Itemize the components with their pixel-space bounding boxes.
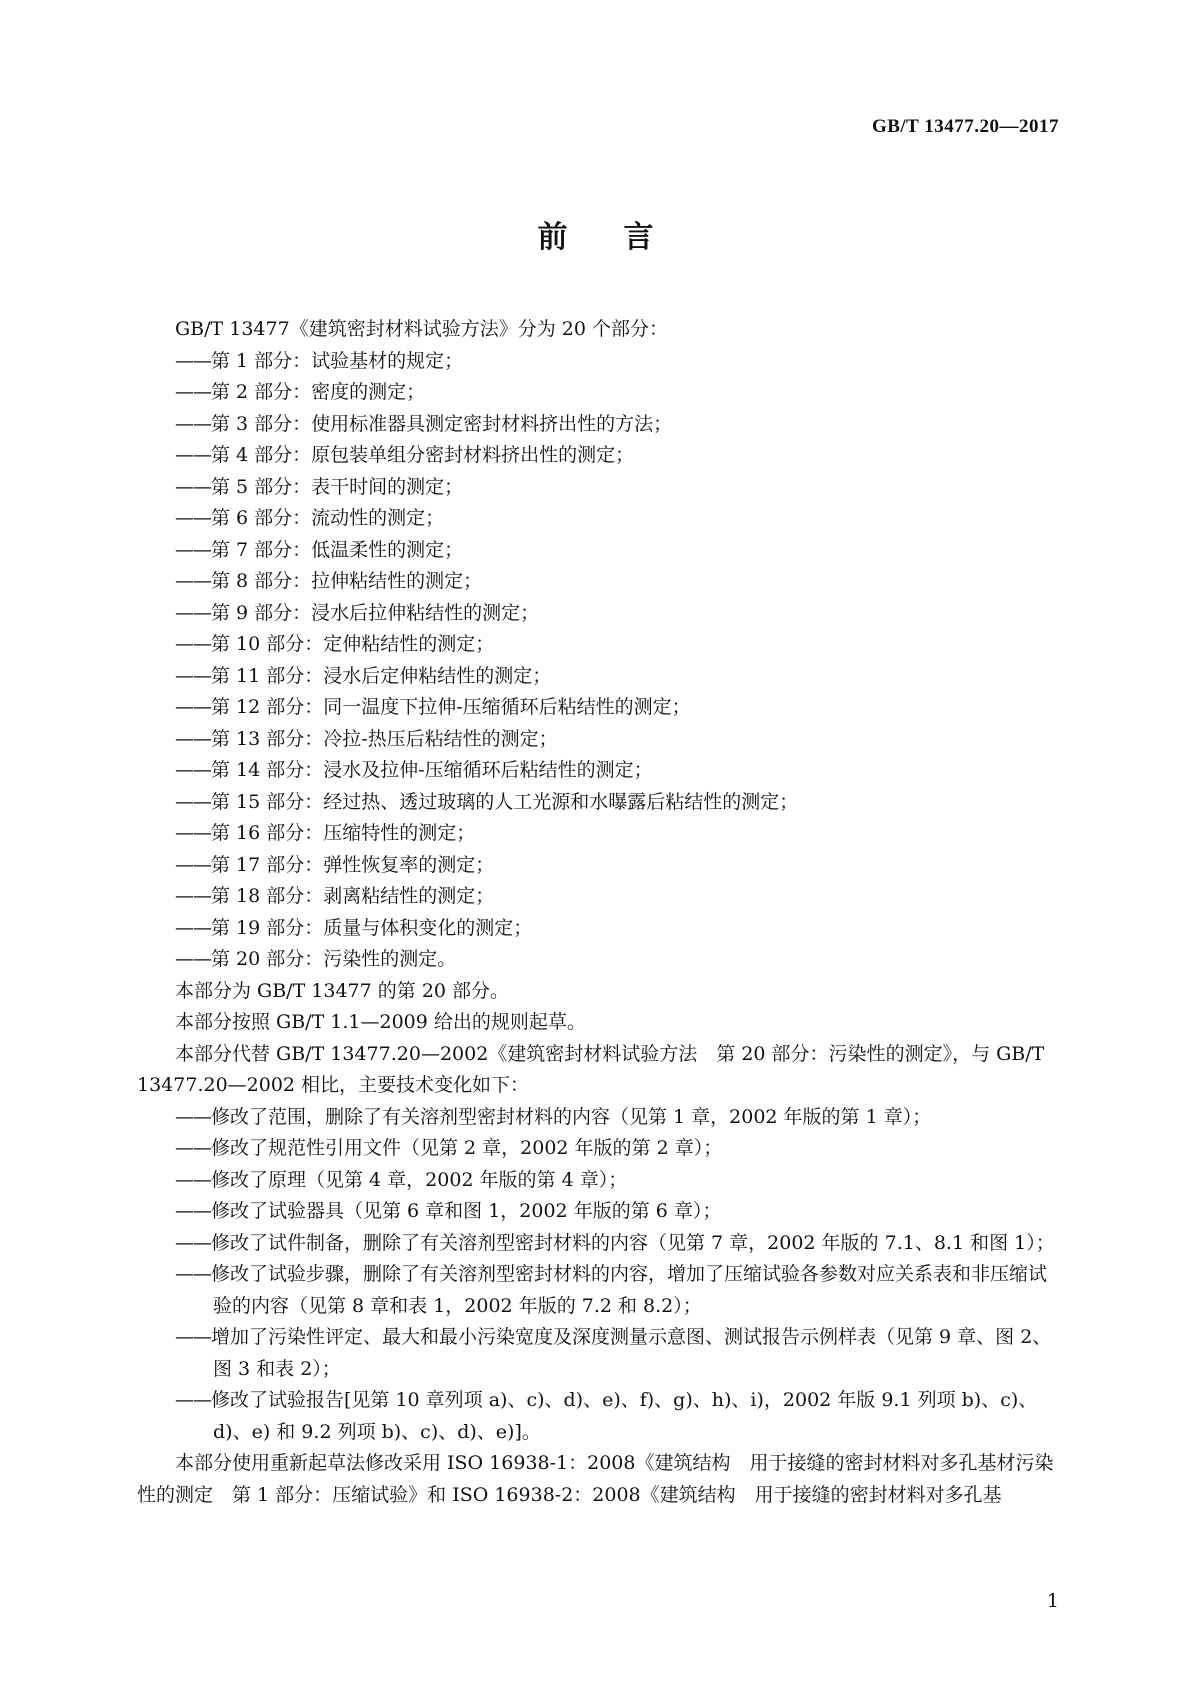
- parts-list: [137, 346, 1057, 976]
- list-item: —— 修改了试件制备，删除了有关溶剂型密封材料的内容（见第 7 章，2002 年版的 7.1、8.1 和图 1）；: [137, 1228, 1057, 1260]
- list-item: —— 修改了规范性引用文件（见第 2 章，2002 年版的第 2 章）；: [137, 1133, 1057, 1165]
- part-of-paragraph: 本部分为 GB/T 13477 的第 20 部分。: [175, 979, 510, 1002]
- list-item: —— 第 9 部分：浸水后拉伸粘结性的测定；: [137, 598, 1057, 630]
- list-item: —— 修改了原理（见第 4 章，2002 年版的第 4 章）；: [137, 1165, 1057, 1197]
- list-item: —— 第 2 部分：密度的测定；: [137, 377, 1057, 409]
- list-item: —— 第 12 部分：同一温度下拉伸-压缩循环后粘结性的测定；: [137, 692, 1057, 724]
- intro-paragraph: GB/T 13477《建筑密封材料试验方法》分为 20 个部分：: [175, 318, 668, 340]
- list-item: —— 第 8 部分：拉伸粘结性的测定；: [137, 566, 1057, 598]
- list-item: —— 第 16 部分：压缩特性的测定；: [137, 818, 1057, 850]
- list-item: —— 第 14 部分：浸水及拉伸-压缩循环后粘结性的测定；: [137, 755, 1057, 787]
- replaces-paragraph: 本部分代替 GB/T 13477.20—2002《建筑密封材料试验方法 第 20 部分：污染性的测定》，与 GB/T 13477.20—2002 相比，主要技术变化如下：: [137, 1042, 1045, 1096]
- list-item: —— 第 4 部分：原包装单组分密封材料挤出性的测定；: [137, 440, 1057, 472]
- list-item: —— 第 20 部分：污染性的测定。: [137, 944, 1057, 976]
- document-body: [137, 314, 1057, 1511]
- list-item: —— 第 3 部分：使用标准器具测定密封材料挤出性的方法；: [137, 409, 1057, 441]
- list-item: —— 第 15 部分：经过热、透过玻璃的人工光源和水曝露后粘结性的测定；: [137, 787, 1057, 819]
- list-item: —— 第 6 部分：流动性的测定；: [137, 503, 1057, 535]
- list-item: —— 第 5 部分：表干时间的测定；: [137, 472, 1057, 504]
- list-item: —— 修改了试验报告[见第 10 章列项 a)、c)、d)、e)、f)、g)、h)、i)，2002 年版 9.1 列项 b)、c)、d)、e) 和 9.2 列项 b)、c)、d)、e)]。: [137, 1385, 1057, 1448]
- list-item: —— 第 13 部分：冷拉-热压后粘结性的测定；: [137, 724, 1057, 756]
- drafting-rules-paragraph: 本部分按照 GB/T 1.1—2009 给出的规则起草。: [175, 1011, 586, 1033]
- list-item: —— 第 7 部分：低温柔性的测定；: [137, 535, 1057, 567]
- list-item: —— 第 17 部分：弹性恢复率的测定；: [137, 850, 1057, 882]
- standard-number: GB/T 13477.20—2017: [871, 116, 1059, 137]
- list-item: —— 第 19 部分：质量与体积变化的测定；: [137, 913, 1057, 945]
- changes-list: [137, 1102, 1057, 1449]
- page-number: 1: [1046, 1590, 1059, 1612]
- list-item: —— 第 11 部分：浸水后定伸粘结性的测定；: [137, 661, 1057, 693]
- page-title: 前言: [537, 220, 710, 255]
- list-item: —— 增加了污染性评定、最大和最小污染宽度及深度测量示意图、测试报告示例样表（见第 9 章、图 2、图 3 和表 2）；: [137, 1322, 1057, 1385]
- list-item: —— 第 10 部分：定伸粘结性的测定；: [137, 629, 1057, 661]
- list-item: —— 修改了试验步骤，删除了有关溶剂型密封材料的内容，增加了压缩试验各参数对应关系表和非压缩试验的内容（见第 8 章和表 1，2002 年版的 7.2 和 8.2）；: [137, 1259, 1057, 1322]
- list-item: —— 修改了试验器具（见第 6 章和图 1，2002 年版的第 6 章）；: [137, 1196, 1057, 1228]
- adoption-paragraph: 本部分使用重新起草法修改采用 ISO 16938-1：2008《建筑结构 用于接缝的密封材料对多孔基材污染性的测定 第 1 部分：压缩试验》和 ISO 16938-2：2008《建筑结构 用于接缝的密封材料对多孔基: [137, 1452, 1054, 1506]
- list-item: —— 第 18 部分：剥离粘结性的测定；: [137, 881, 1057, 913]
- list-item: —— 第 1 部分：试验基材的规定；: [137, 346, 1057, 378]
- list-item: —— 修改了范围，删除了有关溶剂型密封材料的内容（见第 1 章，2002 年版的第 1 章）；: [137, 1102, 1057, 1134]
